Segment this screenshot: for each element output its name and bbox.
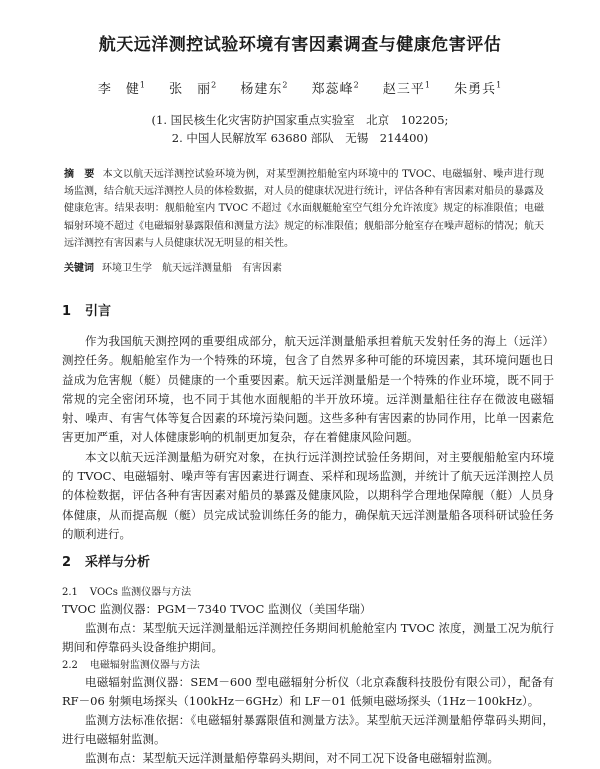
- paper-title: 航天远洋测控试验环境有害因素调查与健康危害评估: [98, 35, 502, 55]
- author: 朱勇兵$^1$: [454, 80, 503, 97]
- keywords: [64, 259, 544, 274]
- section-heading-intro: 1 引言: [62, 304, 112, 319]
- author: 张 丽$^2$: [169, 80, 218, 97]
- voc-instrument: TVOC 监测仪器：PGM－7340 TVOC 监测仪（美国华瑞）: [62, 602, 372, 616]
- subsection-heading-emr: 2.2 电磁辐射监测仪器与方法: [62, 660, 200, 671]
- emr-standard: 监测方法标准依据：《电磁辐射暴露限值和测量方法》。某型航天远洋测量船停靠码头期间，进行电磁辐射监测。: [62, 713, 554, 747]
- paragraph: 作为我国航天测控网的重要组成部分，航天远洋测量船承担着航天发射任务的海上（远洋）测控任务。舰船舱室作为一个特殊的环境，包含了自然界多种可能的环境因素，其环境问题也日益成为危害舰（艇）员健康的一个重要因素。航天远洋测量船是一个特殊的作业环境，既不同于常规的完全密闭环境，也不同于其他水面舰船的半开放环境。远洋测量船往往存在微波电磁辐射、噪声、有害气体等复合因素的环境污染问题。这些多种有害因素的协同作用，比单一因素危害更加严重，对人体健康影响的机制更加复杂，存在着健康风险问题。: [62, 334, 554, 445]
- author: 赵三平$^1$: [382, 80, 431, 97]
- voc-points: 监测布点：某型航天远洋测量船远洋测控任务期间机舱舱室内 TVOC 浓度，测量工况为航行期间和停靠码头设备维护期间。: [62, 621, 554, 655]
- keywords-label: 关键词: [64, 263, 94, 274]
- abstract: [64, 166, 544, 252]
- affiliation-2: 2. 中国人民解放军 63680 部队 无锡 214400): [171, 131, 429, 145]
- abstract-text: 本文以航天远洋测控试验环境为例，对某型测控船舱室内环境中的 TVOC、电磁辐射、噪声进行现场监测，结合航天远洋测控人员的体检数据，对人员的健康状况进行统计，评估各种有害因素对船员的暴露及健康危害。结果表明：舰船舱室内 TVOC 不超过《水面舰艇舱室空气组分允许浓度》规定的标准限值；电磁辐射环境不超过《电磁辐射暴露限值和测量方法》规定的标准限值；舰船部分舱室存在噪声超标的情况；航天远洋测控有害因素与人员健康状况无明显的相关性。: [64, 169, 545, 249]
- intro-body: [62, 332, 554, 544]
- author-list: [0, 78, 600, 97]
- subsection-heading-voc: 2.1 VOCs 监测仪器与方法: [62, 587, 192, 598]
- emr-points: 监测布点：某型航天远洋测量船停靠码头期间，对不同工况下设备电磁辐射监测。: [85, 751, 499, 765]
- abstract-label: 摘 要: [64, 169, 95, 180]
- emr-instrument: 电磁辐射监测仪器：SEM－600 型电磁辐射分析仪（北京森馥科技股份有限公司），配备有 RF－06 射频电场探头（100kHz－6GHz）和 LF－01 低频电磁场探头（1Hz－100kHz）。: [62, 675, 554, 709]
- author: 杨建东$^2$: [240, 80, 289, 97]
- author: 李 健$^1$: [97, 80, 146, 97]
- section-heading-sampling: 2 采样与分析: [62, 555, 151, 570]
- paragraph: 本文以航天远洋测量船为研究对象，在执行远洋测控试验任务期间，对主要舰船舱室内环境的 TVOC、电磁辐射、噪声等有害因素进行调查、采样和现场监测，并统计了航天远洋测控人员的体检数据，评估各种有害因素对船员的暴露及健康风险，以期科学合理地保障舰（艇）人员身体健康，从而提高舰（艇）员完成试验训练任务的能力，确保航天远洋测量船各项科研试验任务的顺利进行。: [62, 449, 554, 541]
- keywords-text: 环境卫生学 航天远洋测量船 有害因素: [102, 263, 282, 274]
- author: 郑蕊峰$^2$: [311, 80, 360, 97]
- affiliation-1: (1. 国民核生化灾害防护国家重点实验室 北京 102205;: [151, 113, 449, 127]
